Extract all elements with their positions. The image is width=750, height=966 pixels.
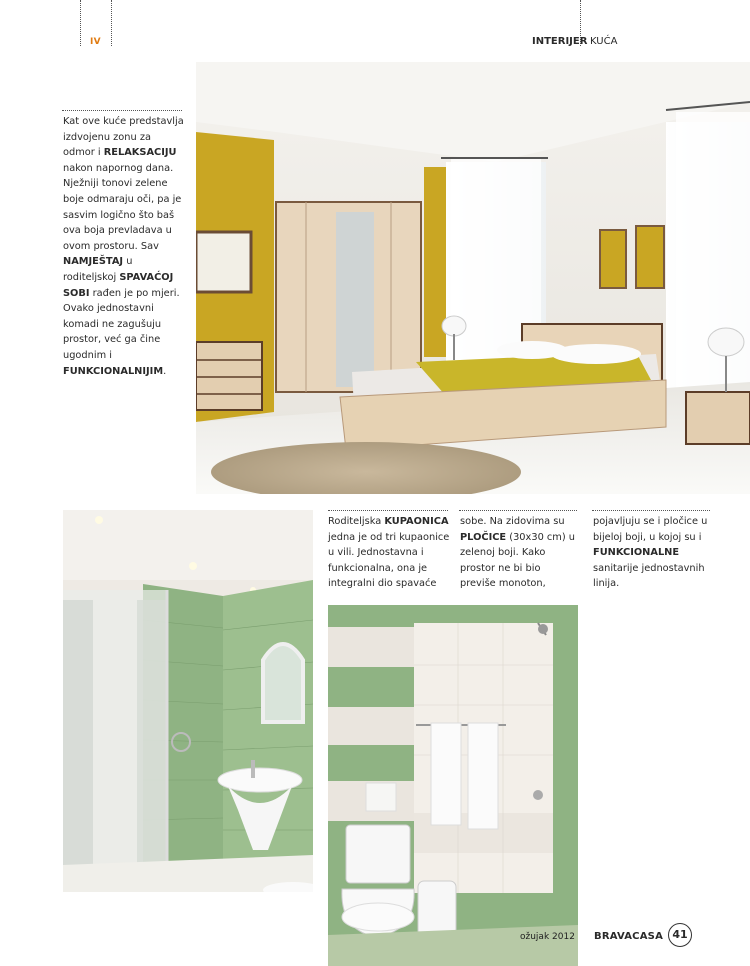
header-category: INTERIJER bbox=[532, 36, 588, 47]
header-subcategory: KUĆA bbox=[590, 36, 618, 47]
header-divider-mid bbox=[111, 0, 112, 46]
intro-text: Kat ove kuće predstavlja izdvojenu zonu za odmor i RELAKSACIJU nakon napornog dana. Nježniji tonovi zelene boje odmaraju oči, pa je sasvim logično što baš ova boja prevladava u ovom prostoru. Sav NAMJEŠTAJ u roditeljskoj SPAVAĆOJ SOBI rađen je po mjeri. Ovako jednostavni komadi ne zagušuju prostor, već ga čine ugodnim i FUNKCIONALNIJIM. bbox=[63, 116, 184, 377]
page-number: 41 bbox=[668, 923, 692, 947]
header-category-group bbox=[532, 36, 618, 47]
col2-text: sobe. Na zidovima su PLOČICE (30x30 cm) u zelenoj boji. Kako prostor ne bi bio previše monoton, bbox=[460, 516, 575, 590]
intro-rule bbox=[62, 110, 182, 111]
col3-rule bbox=[592, 510, 710, 511]
footer-magazine: BRAVACASA bbox=[594, 931, 664, 942]
col1-rule bbox=[328, 510, 448, 511]
footer-date: ožujak 2012 bbox=[520, 932, 575, 942]
col1-text: Roditeljska KUPAONICA jedna je od tri kupaonice u vili. Jednostavna i funkcionalna, ona je integralni dio spavaće bbox=[328, 516, 450, 590]
section-tag: IV bbox=[90, 37, 101, 47]
bathroom-photo-right bbox=[328, 605, 578, 966]
col3-text: pojavljuju se i pločice u bijeloj boji, u kojoj su i FUNKCIONALNE sanitarije jednostavnih linija. bbox=[593, 516, 708, 590]
bathroom-photo-left bbox=[63, 510, 313, 892]
header-divider-left bbox=[80, 0, 81, 46]
bedroom-photo bbox=[196, 62, 750, 494]
col2-rule bbox=[459, 510, 577, 511]
